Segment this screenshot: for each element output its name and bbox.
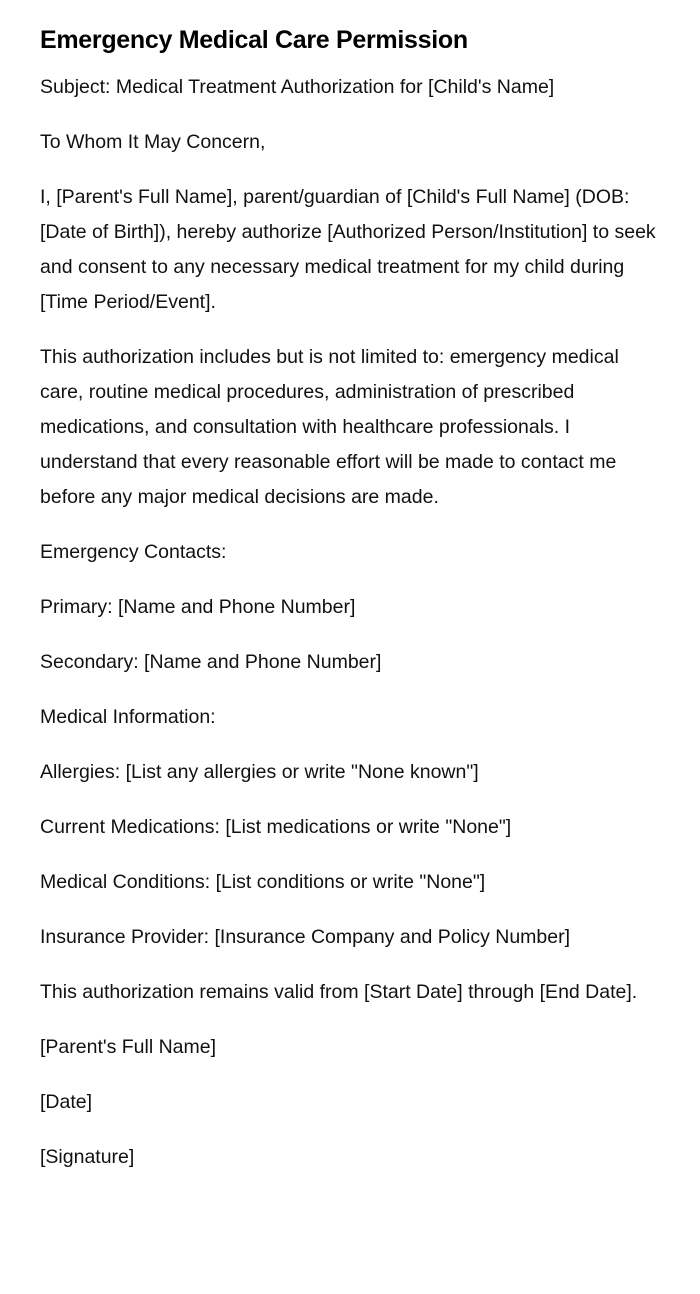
- insurance-provider-line: Insurance Provider: [Insurance Company and Policy Number]: [40, 926, 571, 948]
- date-placeholder: [Date]: [40, 1091, 93, 1113]
- document-title: Emergency Medical Care Permission: [40, 26, 468, 54]
- subject-line: Subject: Medical Treatment Authorization for [Child's Name]: [40, 76, 555, 98]
- emergency-contacts-heading: Emergency Contacts:: [40, 541, 227, 563]
- primary-contact: Primary: [Name and Phone Number]: [40, 596, 356, 618]
- current-medications-line: Current Medications: [List medications or write "None"]: [40, 816, 512, 838]
- scope-paragraph: This authorization includes but is not limited to: emergency medical care, routine medical procedures, administration of prescribed medications, and consultation with healthcare professionals. I understand that every reasonable effort will be made to contact me before any major medical decisions are made.: [40, 346, 619, 508]
- signature-placeholder: [Signature]: [40, 1146, 135, 1168]
- salutation: To Whom It May Concern,: [40, 131, 266, 153]
- validity-paragraph: This authorization remains valid from [Start Date] through [End Date].: [40, 981, 638, 1003]
- parent-name-placeholder: [Parent's Full Name]: [40, 1036, 217, 1058]
- authorization-paragraph: I, [Parent's Full Name], parent/guardian of [Child's Full Name] (DOB: [Date of Birth]), hereby authorize [Authorized Person/Institution] to seek and consent to any necessary medical treatment for my child during [Time Period/Event].: [40, 186, 656, 313]
- allergies-line: Allergies: [List any allergies or write "None known"]: [40, 761, 479, 783]
- secondary-contact: Secondary: [Name and Phone Number]: [40, 651, 382, 673]
- medical-information-heading: Medical Information:: [40, 706, 216, 728]
- medical-conditions-line: Medical Conditions: [List conditions or write "None"]: [40, 871, 486, 893]
